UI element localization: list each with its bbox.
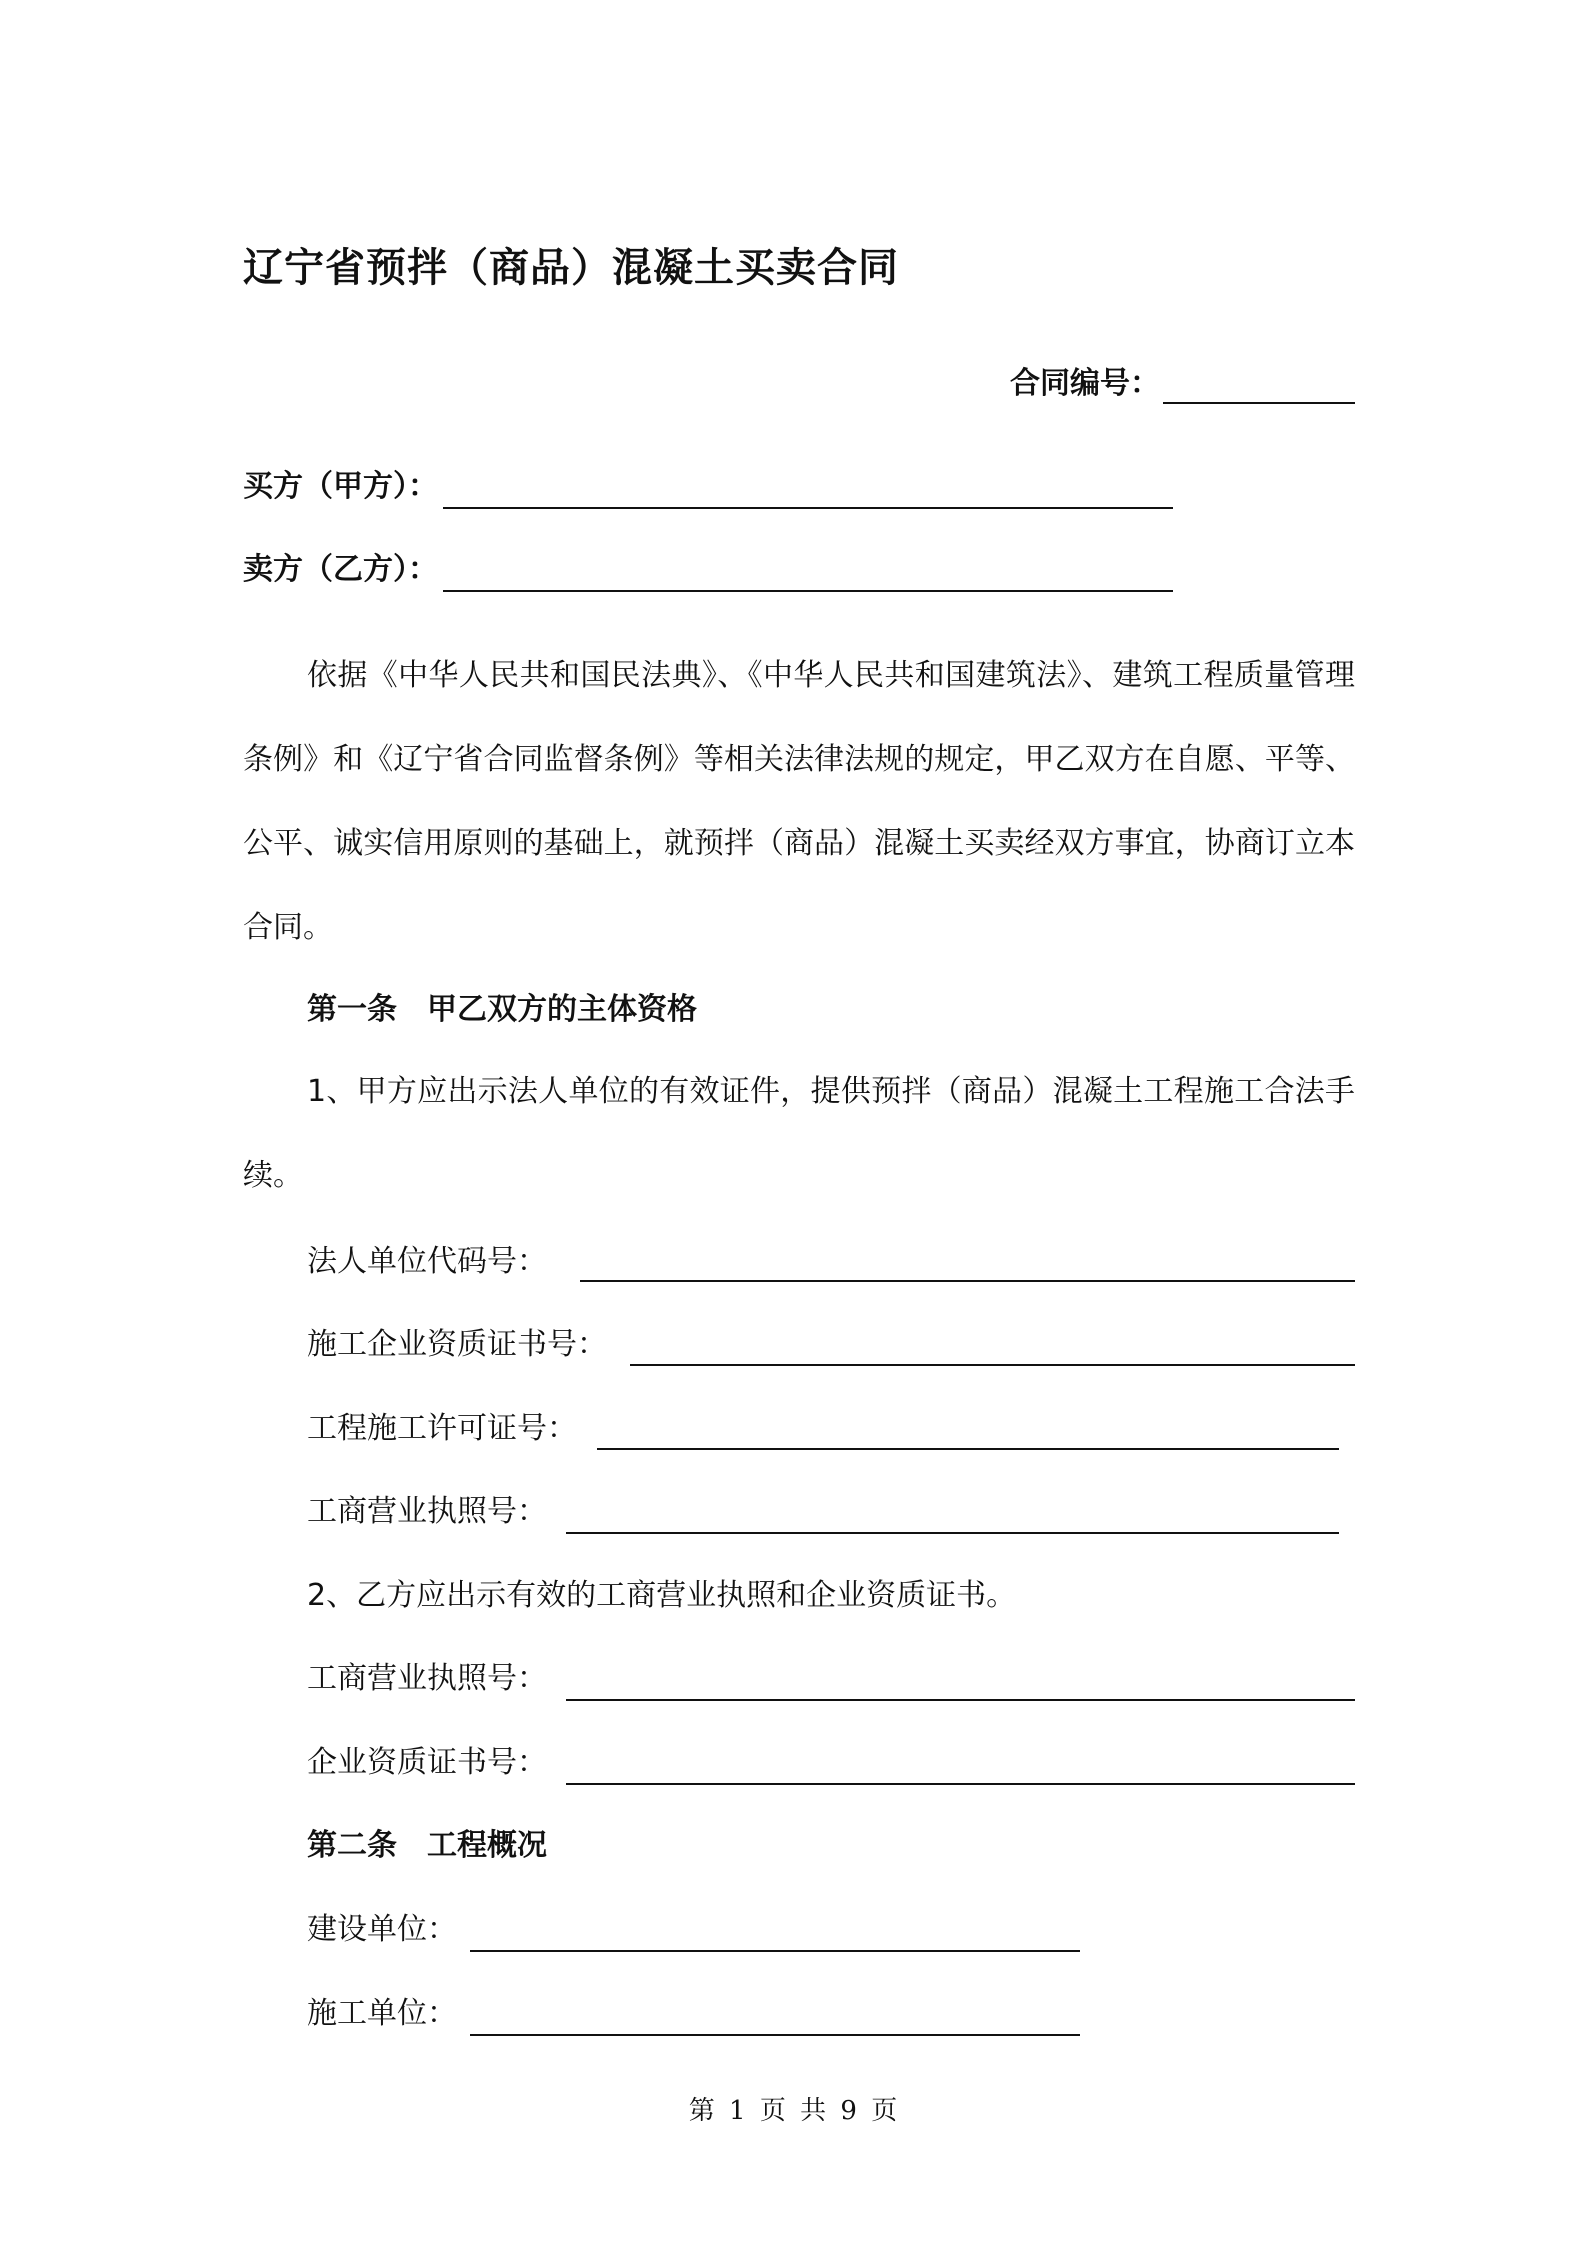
document-title: 辽宁省预拌（商品）混凝土买卖合同 xyxy=(243,245,899,291)
qualification-cert-blank[interactable] xyxy=(630,1364,1355,1366)
buyer-blank[interactable] xyxy=(443,507,1173,509)
field-label-contractor: 施工单位： xyxy=(307,1996,457,2031)
contract-number-blank[interactable] xyxy=(1163,402,1355,404)
field-label-legal-code: 法人单位代码号： xyxy=(307,1244,547,1279)
contract-number-label: 合同编号： xyxy=(1010,366,1160,401)
preamble-paragraph: 依据《中华人民共和国民法典》、《中华人民共和国建筑法》、建筑工程质量管理条例》和《辽宁省合同监督条例》等相关法律法规的规定，甲乙双方在自愿、平等、公平、诚实信用原则的基础上，就预拌（商品）混凝土买卖经双方事宜，协商订立本合同。 xyxy=(243,658,1355,945)
field-label-business-license-b: 工商营业执照号： xyxy=(307,1661,547,1696)
field-label-construction-permit: 工程施工许可证号： xyxy=(307,1411,577,1446)
construction-permit-blank[interactable] xyxy=(597,1448,1339,1450)
field-label-qualification-cert: 施工企业资质证书号： xyxy=(307,1327,607,1362)
page-footer: 第 1 页 共 9 页 xyxy=(688,2096,898,2126)
field-label-developer: 建设单位： xyxy=(307,1912,457,1947)
seller-blank[interactable] xyxy=(443,590,1173,592)
article-1-heading: 第一条 甲乙双方的主体资格 xyxy=(307,992,697,1027)
developer-blank[interactable] xyxy=(470,1950,1080,1952)
legal-code-blank[interactable] xyxy=(580,1280,1355,1282)
business-license-a-blank[interactable] xyxy=(566,1532,1339,1534)
field-label-enterprise-cert: 企业资质证书号： xyxy=(307,1745,547,1780)
buyer-label: 买方（甲方）： xyxy=(243,469,438,504)
article-1-item-2: 2、乙方应出示有效的工商营业执照和企业资质证书。 xyxy=(307,1578,1017,1613)
seller-label: 卖方（乙方）： xyxy=(243,552,438,587)
article-1-item-1: 1、甲方应出示法人单位的有效证件，提供预拌（商品）混凝土工程施工合法手续。 xyxy=(243,1074,1355,1193)
article-2-heading: 第二条 工程概况 xyxy=(307,1828,547,1863)
field-label-business-license-a: 工商营业执照号： xyxy=(307,1494,547,1529)
contractor-blank[interactable] xyxy=(470,2034,1080,2036)
enterprise-cert-blank[interactable] xyxy=(566,1783,1355,1785)
business-license-b-blank[interactable] xyxy=(566,1699,1355,1701)
